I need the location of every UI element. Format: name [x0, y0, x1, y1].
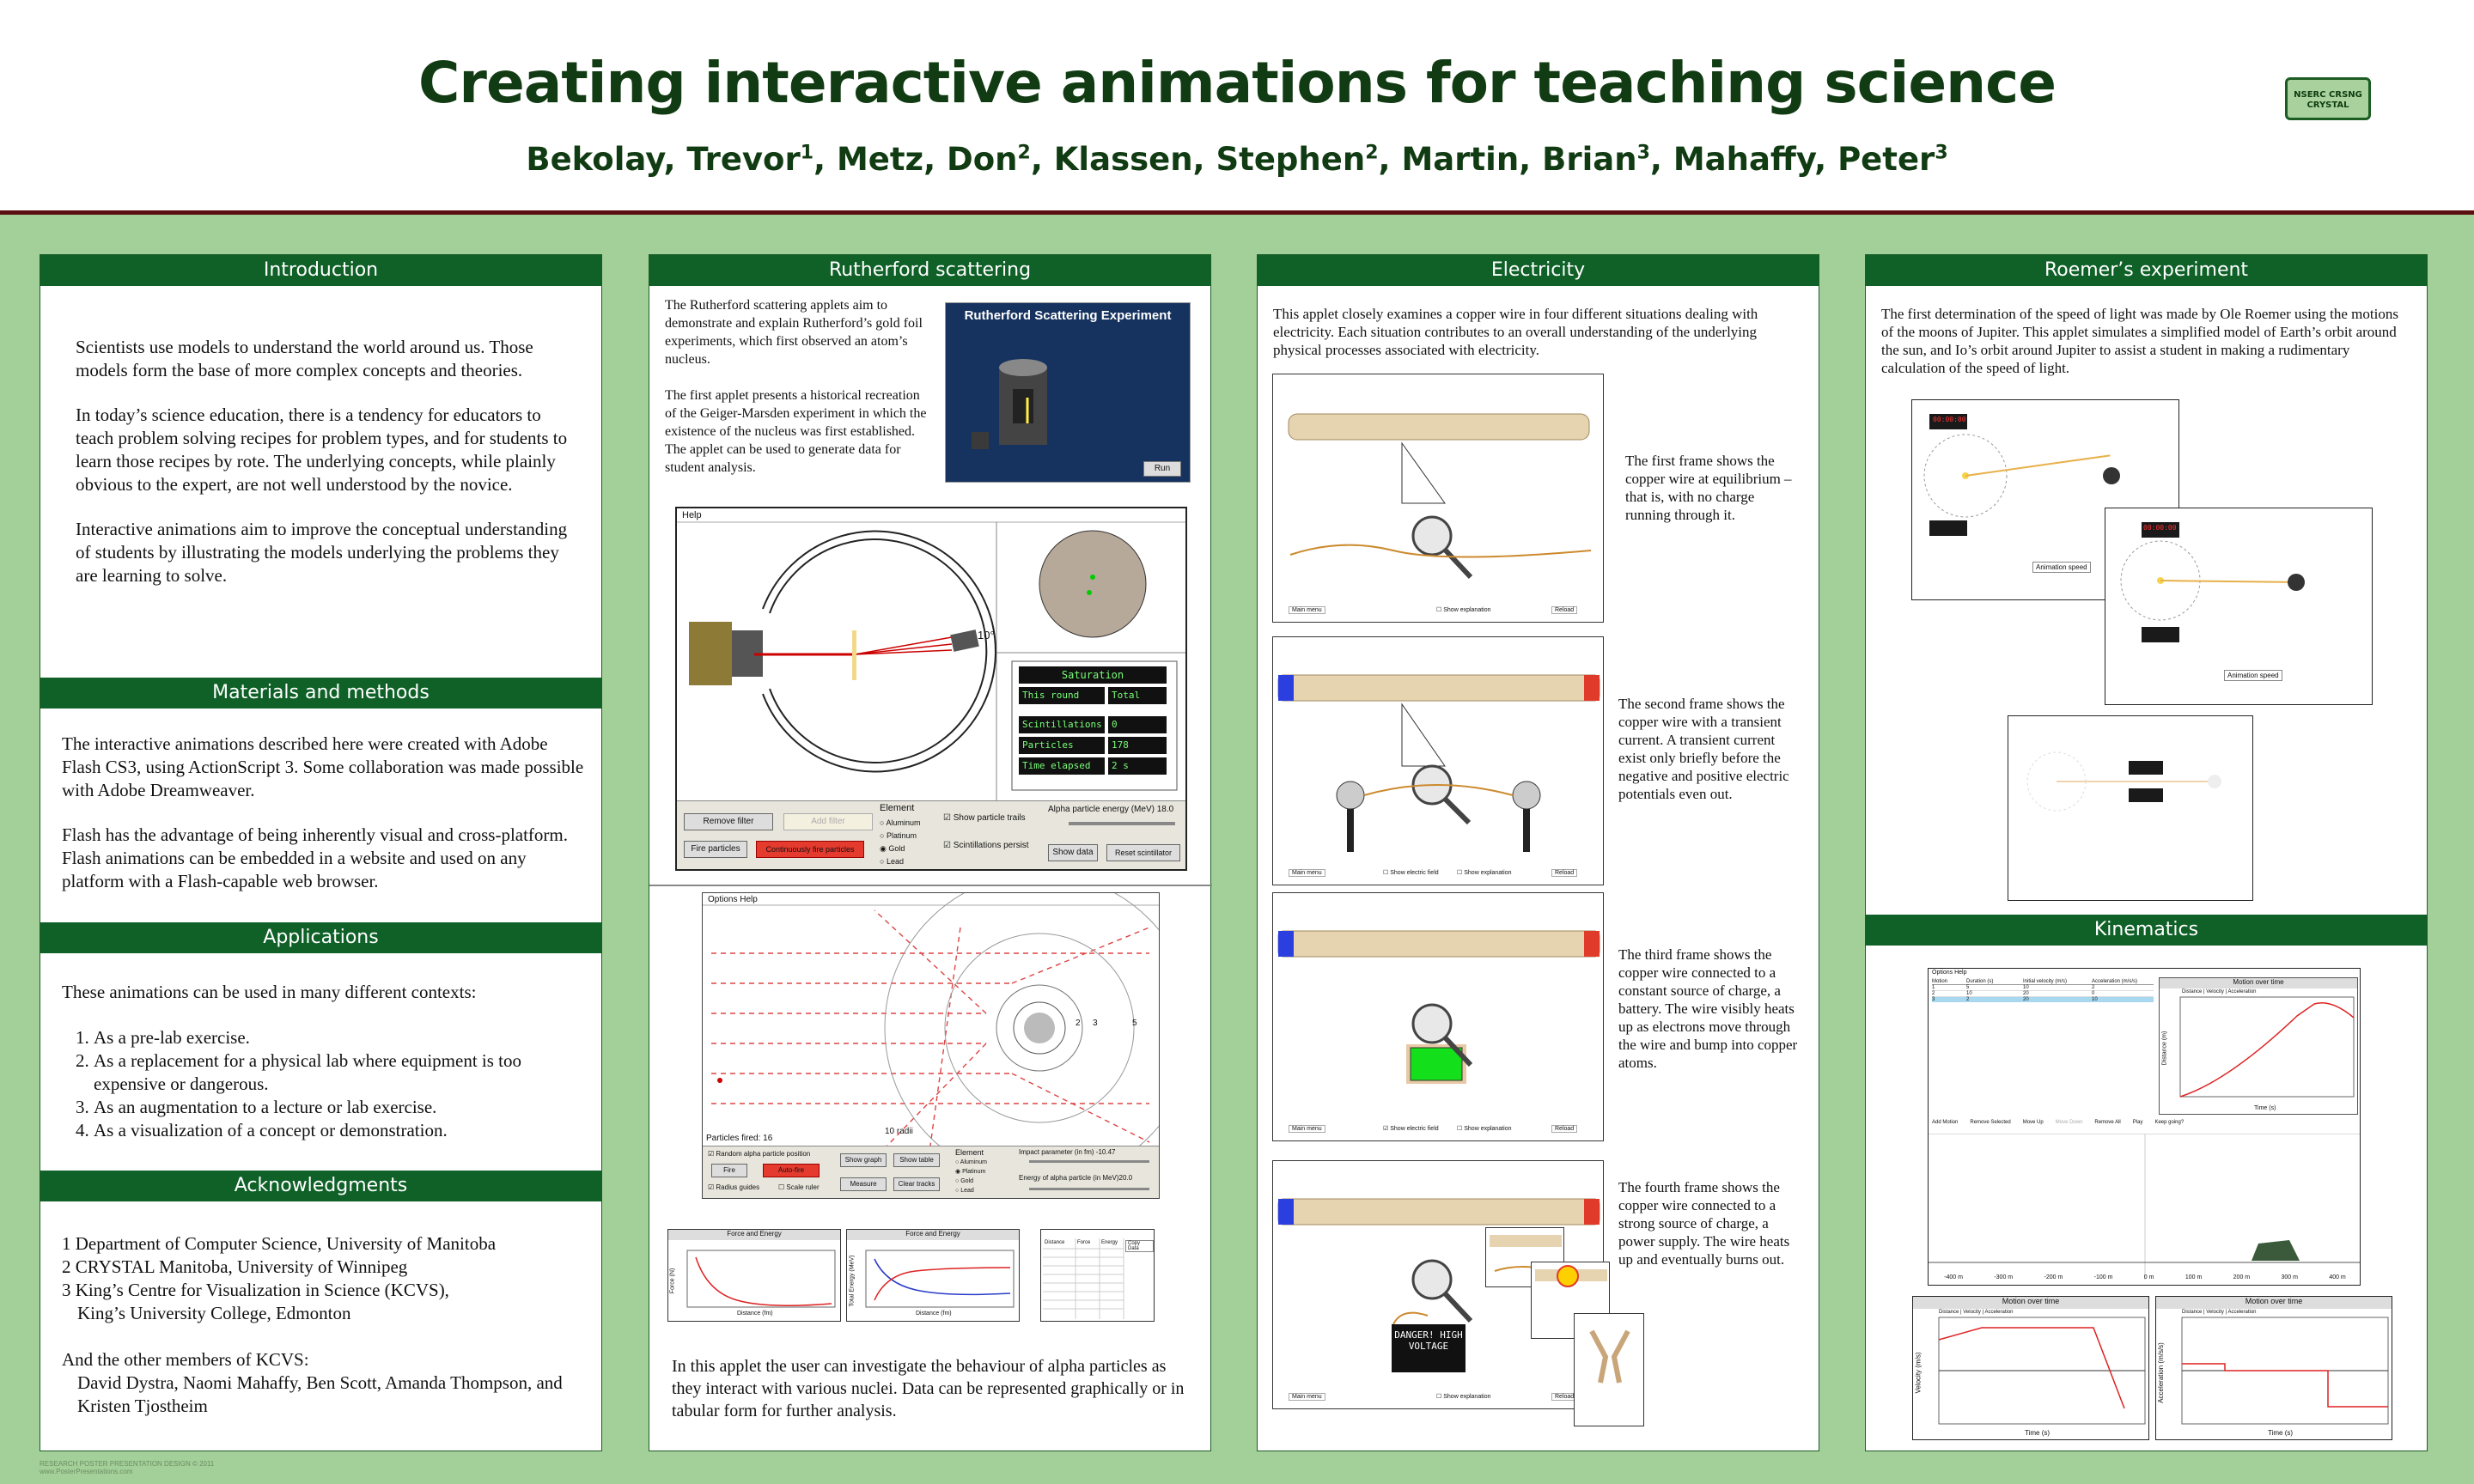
- tab-distance: Distance: [2182, 989, 2203, 994]
- rutherford-text: [665, 296, 929, 477]
- x-axis-label: Distance (fm): [737, 1311, 773, 1317]
- roemer-window-3: [2008, 715, 2253, 901]
- y-axis-label: Distance (m): [2161, 1031, 2168, 1066]
- rutherford-applet-1: [675, 507, 1187, 871]
- element-radio-group[interactable]: [880, 817, 920, 868]
- column-electricity: [1257, 254, 1819, 1451]
- wire-battery-illustration: [1273, 893, 1604, 1141]
- force-energy-graph-2: [846, 1229, 1020, 1322]
- rutherford-caption: In this applet the user can investigate the behaviour of alpha particles as they interact with various nuclei. Data can be represented graphically or in tabular form for further analysis.: [672, 1357, 1185, 1420]
- show-data-button[interactable]: Show data: [1048, 844, 1098, 861]
- electricity-frame-2: [1272, 636, 1604, 885]
- paragraph: David Dystra, Naomi Mahaffy, Ben Scott, Amanda Thompson, and Kristen Tjostheim: [77, 1372, 563, 1416]
- table-header: Energy: [1101, 1240, 1118, 1245]
- persist-checkbox[interactable]: ☑ Scintillations persist: [943, 841, 1029, 850]
- y-axis-label: Force (N): [669, 1268, 676, 1294]
- move-down-button[interactable]: Move Down: [2055, 1120, 2083, 1125]
- play-button[interactable]: Play: [2132, 1120, 2143, 1125]
- distance-curve: [2160, 978, 2359, 1116]
- author: Metz, Don: [836, 141, 1018, 178]
- radii-label: 10 radii: [885, 1127, 913, 1136]
- introduction-text: [76, 336, 578, 587]
- affiliation-line: 3 King’s Centre for Visualization in Science (KCVS),: [62, 1280, 449, 1300]
- affiliation-line: King’s University College, Edmonton: [77, 1303, 351, 1323]
- rutherford-applet-2: [702, 892, 1160, 1199]
- show-explanation-checkbox[interactable]: ☐ Show explanation: [1457, 870, 1512, 876]
- section-heading-applications: Applications: [40, 922, 601, 953]
- track-ruler: -400 m -300 m -200 m -100 m 0 m 100 m 200 m 300 m 400 m: [1944, 1274, 2346, 1280]
- energy-slider[interactable]: [1029, 1188, 1149, 1190]
- radio-option[interactable]: ○ Lead: [880, 857, 904, 866]
- tab-velocity: Velocity: [2206, 989, 2224, 994]
- show-explanation-checkbox[interactable]: ☐ Show explanation: [1436, 1394, 1491, 1400]
- electricity-frame-3: [1272, 892, 1604, 1141]
- applet-control-bar: [677, 800, 1187, 871]
- apparatus-illustration: [946, 303, 1191, 483]
- radius-label: 2: [1076, 1019, 1081, 1028]
- list-item: 3. As an augmentation to a lecture or lab exercise.: [94, 1096, 586, 1119]
- reload-button[interactable]: Reload: [1551, 1393, 1577, 1401]
- list-item: 2. As a replacement for a physical lab where equipment is too expensive or dangerous.: [94, 1049, 586, 1096]
- show-explanation-checkbox[interactable]: ☐ Show explanation: [1457, 1126, 1512, 1132]
- paragraph: The first applet presents a historical recreation of the Geiger-Marsden experiment in which the existence of the nucleus was first established. The applet can be used to generate data for student analysis.: [665, 388, 927, 475]
- fire-particles-button[interactable]: Fire particles: [684, 841, 747, 858]
- section-heading-kinematics: Kinematics: [1866, 915, 2427, 946]
- options-menu[interactable]: Options Help: [1932, 970, 1967, 976]
- move-up-button[interactable]: Move Up: [2022, 1120, 2044, 1125]
- roemer-window-2: [2105, 508, 2373, 705]
- time-elapsed-value: 2 s: [1108, 757, 1167, 775]
- force-curve: [668, 1240, 841, 1322]
- time-elapsed-label: Time elapsed: [1019, 757, 1105, 775]
- table-header: Motion: [1932, 979, 1948, 984]
- show-table-button[interactable]: Show table: [893, 1153, 940, 1167]
- show-field-checkbox[interactable]: ☑ Show electric field: [1383, 1126, 1439, 1132]
- timer-display: 00:00:00: [2143, 524, 2177, 532]
- table-header: Duration (s): [1966, 979, 1994, 984]
- roemer-text: The first determination of the speed of light was made by Ole Roemer using the motions of the moons of Jupiter. This applet simulates a simplified model of Earth’s orbit around the sun, and Io’s orbit around Jupiter to assist a student in making a rudimentary calculation of the speed of light.: [1881, 306, 2398, 376]
- add-filter-button[interactable]: Add filter: [783, 813, 873, 830]
- y-axis-label: Velocity (m/s): [1914, 1352, 1923, 1394]
- window-title: Force and Energy: [847, 1230, 1019, 1240]
- poster-header: [0, 0, 2474, 215]
- saturation-display: Saturation: [1019, 666, 1167, 684]
- paragraph: Flash has the advantage of being inherently visual and cross-platform. Flash animations can be embedded in a website and used on any platform with a Flash-capable web browser.: [62, 824, 569, 891]
- paragraph: Interactive animations aim to improve the conceptual understanding of students by illustrating the models underlying the problems they are learning to solve.: [76, 519, 568, 586]
- footer-credit: RESEARCH POSTER PRESENTATION DESIGN © 2011: [40, 1460, 215, 1468]
- section-heading-acknowledgments: Acknowledgments: [40, 1171, 601, 1201]
- energy-label: Alpha particle energy (MeV) 18.0: [1048, 805, 1174, 814]
- radius-guides-checkbox[interactable]: ☑ Radius guides: [708, 1183, 760, 1191]
- energy-curve: [847, 1240, 1020, 1322]
- affiliation-mark: 3: [1636, 142, 1650, 164]
- table-header: Initial velocity (m/s): [2023, 979, 2068, 984]
- affiliation-line: 2 CRYSTAL Manitoba, University of Winnipeg: [62, 1256, 408, 1277]
- wire-transient-illustration: [1273, 637, 1604, 885]
- particles-value: 178: [1108, 737, 1167, 754]
- impact-parameter-label: Impact parameter (in fm) -10.47: [1019, 1148, 1116, 1156]
- table-grid: [1041, 1230, 1155, 1322]
- measure-button[interactable]: Measure: [840, 1177, 887, 1191]
- energy-slider[interactable]: [1069, 822, 1175, 825]
- burn-detail-3: [1574, 1313, 1644, 1426]
- radio-option[interactable]: ○ Platinum: [880, 831, 917, 840]
- author: Bekolay, Trevor: [526, 141, 801, 178]
- sponsor-logo: NSERC CRSNG CRYSTAL: [2285, 77, 2371, 120]
- help-menu[interactable]: Help: [682, 510, 702, 520]
- reload-button[interactable]: Reload: [1551, 869, 1577, 877]
- radio-option[interactable]: ◉ Gold: [880, 844, 905, 853]
- main-menu-button[interactable]: Main menu: [1289, 1393, 1325, 1401]
- clear-tracks-button[interactable]: Clear tracks: [893, 1177, 940, 1191]
- table-header-row: [1932, 979, 2154, 985]
- particles-fired: Particles fired: 16: [706, 1134, 773, 1143]
- author: Klassen, Stephen: [1053, 141, 1366, 178]
- list-item: 4. As a visualization of a concept or demonstration.: [94, 1119, 586, 1142]
- fire-button[interactable]: Fire: [711, 1164, 747, 1177]
- options-menu[interactable]: Options Help: [708, 895, 758, 904]
- radio-option[interactable]: ◉ Platinum: [955, 1169, 986, 1175]
- radius-label: 3: [1093, 1019, 1098, 1028]
- acceleration-graph-window: [2155, 1296, 2392, 1440]
- table-row[interactable]: 2 10 20 0: [1932, 991, 2154, 997]
- section-heading-rutherford: Rutherford scattering: [649, 255, 1210, 286]
- section-heading-roemer: Roemer’s experiment: [1866, 255, 2427, 286]
- graph-tabs[interactable]: Distance | Velocity | Acceleration: [1939, 1310, 2014, 1315]
- paragraph: In today’s science education, there is a tendency for educators to teach problem solving recipes for problem types, and for students to learn those recipes by rote. The underlying concepts, while plainly obvious to the expert, are not well understood by the novice.: [76, 404, 568, 495]
- y-axis-label: Total Energy (MeV): [849, 1255, 856, 1307]
- radius-label: 5: [1132, 1019, 1137, 1028]
- x-axis-label: Time (s): [2254, 1105, 2276, 1111]
- section-heading-introduction: Introduction: [40, 255, 601, 286]
- orbit-illustration: [2008, 716, 2253, 901]
- auto-fire-button[interactable]: Auto-fire: [763, 1164, 820, 1177]
- motion-track: [1929, 1134, 2361, 1280]
- list-item: 1. As a pre-lab exercise.: [94, 1026, 586, 1049]
- author-list: Bekolay, Trevor$^1$, Metz, Don$^2$, Klassen, Stephen$^2$, Martin, Brian$^3$, Mahaffy, Peter$^3$: [526, 141, 1948, 178]
- column-roemer-kinematics: [1865, 254, 2428, 1451]
- show-explanation-checkbox[interactable]: ☐ Show explanation: [1436, 607, 1491, 613]
- tab-acceleration: Acceleration: [2227, 989, 2257, 994]
- danger-sign: DANGER! HIGH VOLTAGE: [1392, 1324, 1466, 1372]
- frame-caption: The third frame shows the copper wire connected to a constant source of charge, a battery. The wire visibly heats up as electrons move through the wire and bump into copper atoms.: [1618, 946, 1798, 1071]
- affiliation-mark: 1: [800, 142, 814, 164]
- data-table-window: [1040, 1229, 1155, 1322]
- reset-scintillator-button[interactable]: Reset scintillator: [1106, 844, 1180, 861]
- motion-table: [1932, 979, 2154, 1002]
- x-axis-label: Time (s): [2025, 1429, 2050, 1437]
- frame-caption: The fourth frame shows the copper wire connected to a strong source of charge, a power supply. The wire heats up and eventually burns out.: [1618, 1179, 1790, 1268]
- methods-text: [62, 733, 586, 893]
- radio-option[interactable]: ○ Lead: [955, 1188, 974, 1194]
- paragraph: The interactive animations described here were created with Adobe Flash CS3, using ActionScript 3. Some collaboration was made possible with Adobe Dreamweaver.: [62, 733, 584, 800]
- distance-graph-window: [2159, 977, 2358, 1115]
- force-energy-graph-1: [667, 1229, 841, 1322]
- graph-tabs[interactable]: Distance | Velocity | Acceleration: [2182, 989, 2257, 994]
- particles-label: Particles: [1019, 737, 1105, 754]
- frame-caption: The first frame shows the copper wire at equilibrium – that is, with no charge running through it.: [1625, 453, 1792, 523]
- divider: [649, 885, 1212, 886]
- remove-selected-button[interactable]: Remove Selected: [1970, 1120, 2011, 1125]
- total-label: Total: [1108, 687, 1167, 704]
- element-label: Element: [955, 1148, 984, 1157]
- window-title: Motion over time: [2160, 978, 2357, 988]
- run-button[interactable]: Run: [1143, 461, 1181, 477]
- scintillations-value: 0: [1108, 716, 1167, 733]
- show-field-checkbox[interactable]: ☐ Show electric field: [1383, 870, 1439, 876]
- section-heading-electricity: Electricity: [1258, 255, 1819, 286]
- radio-option[interactable]: ○ Gold: [955, 1178, 973, 1184]
- add-motion-button[interactable]: Add Motion: [1932, 1120, 1959, 1125]
- show-graph-button[interactable]: Show graph: [840, 1153, 887, 1167]
- table-header: Force: [1077, 1240, 1091, 1245]
- timer-display: 00:00:00: [1933, 416, 1966, 423]
- kinematics-applet: [1928, 968, 2361, 1286]
- show-trails-checkbox[interactable]: ☑ Show particle trails: [943, 813, 1026, 823]
- footer-link[interactable]: www.PosterPresentations.com: [40, 1468, 133, 1475]
- random-position-checkbox[interactable]: ☑ Random alpha particle position: [708, 1150, 811, 1158]
- electricity-frame-1: [1272, 374, 1604, 623]
- this-round-label: This round: [1019, 687, 1105, 704]
- element-radio-group[interactable]: [955, 1158, 987, 1195]
- author: Martin, Brian: [1401, 141, 1637, 178]
- table-header: Distance: [1045, 1240, 1065, 1245]
- paragraph: These animations can be used in many different contexts:: [62, 982, 477, 1002]
- table-row[interactable]: 3 2 20 10: [1932, 997, 2154, 1002]
- author: Mahaffy, Peter: [1673, 141, 1935, 178]
- element-label: Element: [880, 803, 915, 813]
- column-left: [40, 254, 602, 1451]
- scale-ruler-checkbox[interactable]: ☐ Scale ruler: [778, 1183, 820, 1191]
- main-menu-button[interactable]: Main menu: [1289, 1125, 1325, 1133]
- paragraph: Scientists use models to understand the world around us. Those models form the base of more complex concepts and theories.: [76, 337, 533, 380]
- affiliation-mark: 2: [1365, 142, 1379, 164]
- wire-equilibrium-illustration: [1273, 374, 1604, 623]
- copy-data-button[interactable]: Copy Data: [1125, 1240, 1154, 1252]
- paragraph: The Rutherford scattering applets aim to demonstrate and explain Rutherford’s gold foil experiments, which first observed an atom’s nucleus.: [665, 298, 923, 367]
- radio-option[interactable]: ○ Aluminum: [880, 818, 921, 827]
- main-menu-button[interactable]: Main menu: [1289, 606, 1325, 614]
- remove-all-button[interactable]: Remove All: [2094, 1120, 2121, 1125]
- poster-title: Creating interactive animations for teaching science: [418, 50, 2056, 116]
- electricity-intro: This applet closely examines a copper wire in four different situations dealing with electricity. Each situation contributes to an overall understanding of the underlying physical processes associated with electricity.: [1273, 306, 1758, 358]
- remove-filter-button[interactable]: Remove filter: [684, 813, 773, 830]
- acceleration-curve: [2156, 1297, 2392, 1440]
- impact-slider[interactable]: [1029, 1160, 1149, 1163]
- animation-speed-control[interactable]: Animation speed: [2224, 670, 2282, 681]
- energy-label: Energy of alpha particle (in MeV)20.0: [1019, 1174, 1133, 1182]
- continuous-fire-button[interactable]: Continuously fire particles: [756, 841, 864, 858]
- affiliation-line: 1 Department of Computer Science, University of Manitoba: [62, 1233, 497, 1254]
- reload-button[interactable]: Reload: [1551, 1125, 1577, 1133]
- graph-tabs[interactable]: Distance | Velocity | Acceleration: [2182, 1310, 2257, 1315]
- affiliation-mark: 2: [1017, 142, 1031, 164]
- window-title: Motion over time: [1913, 1297, 2148, 1309]
- keep-going-checkbox[interactable]: Keep going?: [2154, 1120, 2185, 1125]
- window-title: Force and Energy: [668, 1230, 840, 1240]
- window-title: Motion over time: [2156, 1297, 2392, 1309]
- applet-control-bar: [703, 1146, 1160, 1199]
- x-axis-label: Time (s): [2268, 1429, 2294, 1437]
- velocity-graph-window: [1912, 1296, 2149, 1440]
- section-heading-methods: Materials and methods: [40, 678, 601, 709]
- applications-text: [62, 981, 586, 1142]
- reload-button[interactable]: Reload: [1551, 606, 1577, 614]
- radio-option[interactable]: ○ Aluminum: [955, 1159, 987, 1165]
- kinematics-button-row: [1932, 1120, 2358, 1132]
- animation-speed-control[interactable]: Animation speed: [2032, 562, 2091, 573]
- rutherford-title-image: [945, 302, 1191, 483]
- footer: [40, 1460, 214, 1475]
- table-row[interactable]: 1 5 10 2: [1932, 985, 2154, 991]
- affiliation-mark: 3: [1935, 142, 1948, 164]
- image-title: Rutherford Scattering Experiment: [964, 308, 1172, 323]
- x-axis-label: Distance (fm): [916, 1311, 952, 1317]
- frame-caption: The second frame shows the copper wire with a transient current. A transient current exist only briefly before the negative and positive electric potentials even out.: [1618, 696, 1789, 802]
- velocity-curve: [1913, 1297, 2149, 1440]
- y-axis-label: Acceleration (m/s/s): [2156, 1342, 2165, 1403]
- paragraph: And the other members of KCVS:: [62, 1349, 309, 1370]
- acknowledgments-text: [62, 1232, 590, 1418]
- table-header: Acceleration (m/s/s): [2092, 979, 2138, 984]
- scintillations-label: Scintillations: [1019, 716, 1105, 733]
- main-menu-button[interactable]: Main menu: [1289, 869, 1325, 877]
- column-rutherford: [649, 254, 1211, 1451]
- applications-list: [62, 1026, 586, 1142]
- angle-label: 10°: [978, 629, 995, 642]
